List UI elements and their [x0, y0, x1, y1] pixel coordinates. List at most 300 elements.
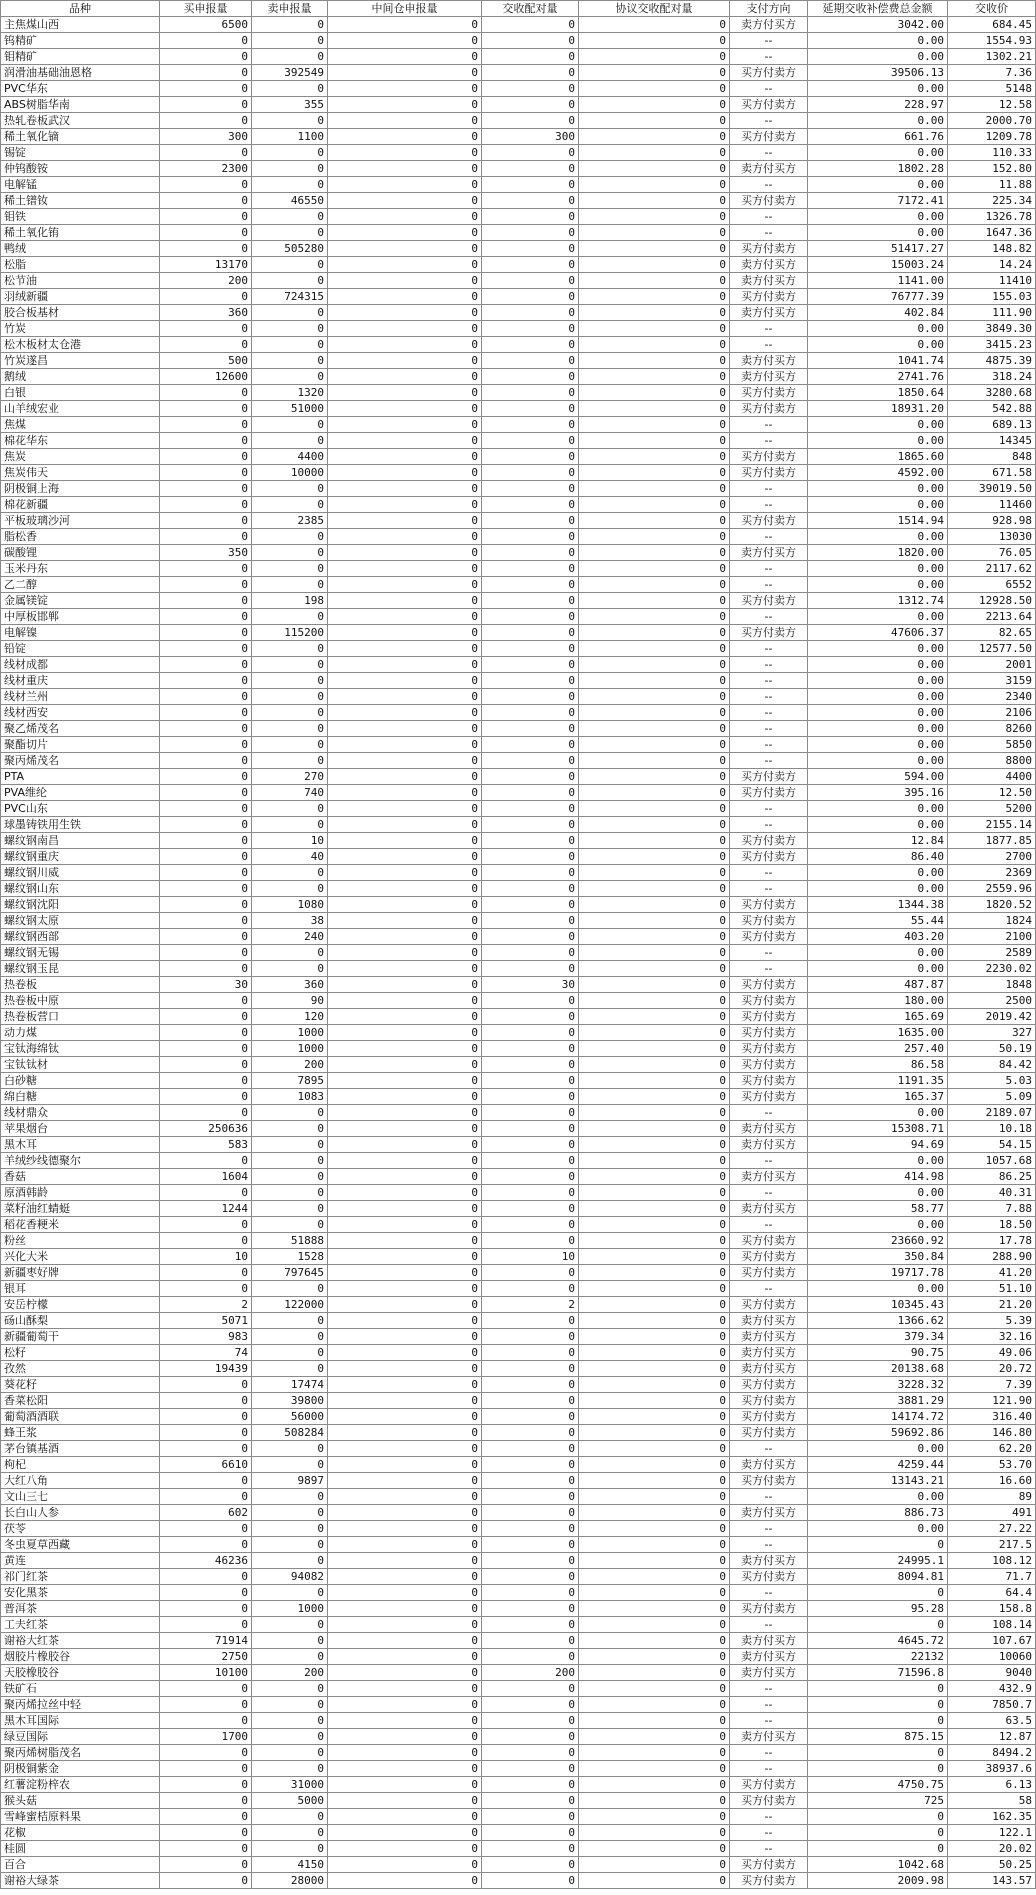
cell-pay-direction: -- — [730, 1585, 808, 1601]
cell-matched-qty: 0 — [482, 1169, 579, 1185]
cell-pay-direction: 买方付卖方 — [730, 929, 808, 945]
table-row — [1, 625, 1036, 641]
cell-pay-direction: 买方付卖方 — [730, 1601, 808, 1617]
cell-mid-qty: 0 — [328, 1697, 482, 1713]
table-row — [1, 465, 1036, 481]
cell-mid-qty: 0 — [328, 65, 482, 81]
cell-mid-qty: 0 — [328, 1201, 482, 1217]
cell-mid-qty: 0 — [328, 737, 482, 753]
cell-pay-direction: 买方付卖方 — [730, 1873, 808, 1889]
cell-compensation: 23660.92 — [808, 1233, 948, 1249]
cell-pay-direction: 卖方付买方 — [730, 1313, 808, 1329]
cell-buy-qty: 0 — [160, 1537, 252, 1553]
cell-mid-qty: 0 — [328, 449, 482, 465]
cell-mid-qty: 0 — [328, 1617, 482, 1633]
cell-matched-qty: 0 — [482, 1217, 579, 1233]
cell-matched-qty: 0 — [482, 81, 579, 97]
cell-settle-price: 54.15 — [948, 1137, 1036, 1153]
cell-buy-qty: 0 — [160, 561, 252, 577]
cell-buy-qty: 0 — [160, 289, 252, 305]
cell-mid-qty: 0 — [328, 273, 482, 289]
cell-settle-price: 155.03 — [948, 289, 1036, 305]
cell-matched-qty: 0 — [482, 1649, 579, 1665]
cell-pay-direction: 买方付卖方 — [730, 1249, 808, 1265]
cell-compensation: 76777.39 — [808, 289, 948, 305]
cell-mid-qty: 0 — [328, 1185, 482, 1201]
table-row — [1, 177, 1036, 193]
cell-mid-qty: 0 — [328, 1521, 482, 1537]
cell-variety: 工夫红茶 — [1, 1617, 160, 1633]
cell-variety: 羊绒纱线德聚尔 — [1, 1153, 160, 1169]
table-row — [1, 1713, 1036, 1729]
cell-sell-qty: 0 — [252, 33, 328, 49]
cell-agreement-qty: 0 — [579, 753, 730, 769]
cell-pay-direction: 买方付卖方 — [730, 1089, 808, 1105]
cell-matched-qty: 0 — [482, 1265, 579, 1281]
cell-variety: 铁矿石 — [1, 1681, 160, 1697]
cell-settle-price: 491 — [948, 1505, 1036, 1521]
cell-sell-qty: 240 — [252, 929, 328, 945]
cell-matched-qty: 0 — [482, 369, 579, 385]
cell-variety: 黑木耳 — [1, 1137, 160, 1153]
cell-buy-qty: 0 — [160, 1793, 252, 1809]
cell-sell-qty: 0 — [252, 1713, 328, 1729]
cell-pay-direction: 买方付卖方 — [730, 913, 808, 929]
cell-compensation: 0.00 — [808, 145, 948, 161]
cell-compensation: 165.37 — [808, 1089, 948, 1105]
cell-buy-qty: 0 — [160, 65, 252, 81]
table-row — [1, 65, 1036, 81]
cell-variety: 冬虫夏草西藏 — [1, 1537, 160, 1553]
cell-buy-qty: 583 — [160, 1137, 252, 1153]
cell-settle-price: 5200 — [948, 801, 1036, 817]
cell-sell-qty: 122000 — [252, 1297, 328, 1313]
table-row — [1, 1329, 1036, 1345]
cell-agreement-qty: 0 — [579, 433, 730, 449]
cell-matched-qty: 0 — [482, 913, 579, 929]
cell-matched-qty: 0 — [482, 1553, 579, 1569]
cell-pay-direction: 买方付卖方 — [730, 1857, 808, 1873]
table-row — [1, 1249, 1036, 1265]
cell-pay-direction: 买方付卖方 — [730, 465, 808, 481]
cell-mid-qty: 0 — [328, 81, 482, 97]
cell-compensation: 0.00 — [808, 337, 948, 353]
cell-buy-qty: 0 — [160, 113, 252, 129]
cell-agreement-qty: 0 — [579, 1665, 730, 1681]
cell-settle-price: 2189.07 — [948, 1105, 1036, 1121]
cell-settle-price: 143.57 — [948, 1873, 1036, 1889]
cell-agreement-qty: 0 — [579, 209, 730, 225]
cell-compensation: 86.40 — [808, 849, 948, 865]
cell-settle-price: 8800 — [948, 753, 1036, 769]
cell-variety: 百合 — [1, 1857, 160, 1873]
cell-pay-direction: 买方付卖方 — [730, 1569, 808, 1585]
cell-mid-qty: 0 — [328, 1745, 482, 1761]
cell-compensation: 18931.20 — [808, 401, 948, 417]
cell-sell-qty: 0 — [252, 721, 328, 737]
table-row — [1, 289, 1036, 305]
cell-pay-direction: -- — [730, 673, 808, 689]
cell-sell-qty: 0 — [252, 321, 328, 337]
cell-matched-qty: 0 — [482, 673, 579, 689]
cell-compensation: 0 — [808, 1745, 948, 1761]
table-row — [1, 241, 1036, 257]
cell-variety: 香菇 — [1, 1169, 160, 1185]
cell-settle-price: 1209.78 — [948, 129, 1036, 145]
cell-variety: 钨精矿 — [1, 33, 160, 49]
cell-variety: PVA维纶 — [1, 785, 160, 801]
cell-mid-qty: 0 — [328, 1169, 482, 1185]
cell-sell-qty: 46550 — [252, 193, 328, 209]
cell-compensation: 4750.75 — [808, 1777, 948, 1793]
cell-sell-qty: 0 — [252, 1809, 328, 1825]
cell-settle-price: 13030 — [948, 529, 1036, 545]
cell-sell-qty: 0 — [252, 1633, 328, 1649]
cell-variety: 螺纹钢沈阳 — [1, 897, 160, 913]
cell-buy-qty: 0 — [160, 465, 252, 481]
cell-buy-qty: 200 — [160, 273, 252, 289]
cell-mid-qty: 0 — [328, 1073, 482, 1089]
cell-agreement-qty: 0 — [579, 1473, 730, 1489]
cell-buy-qty: 0 — [160, 49, 252, 65]
cell-variety: 松脂 — [1, 257, 160, 273]
header-matched-qty: 交收配对量 — [482, 1, 579, 17]
cell-pay-direction: 卖方付买方 — [730, 305, 808, 321]
cell-settle-price: 848 — [948, 449, 1036, 465]
table-row — [1, 1393, 1036, 1409]
cell-pay-direction: 卖方付买方 — [730, 273, 808, 289]
cell-buy-qty: 0 — [160, 1105, 252, 1121]
cell-buy-qty: 0 — [160, 817, 252, 833]
cell-matched-qty: 0 — [482, 801, 579, 817]
cell-settle-price: 20.02 — [948, 1841, 1036, 1857]
cell-variety: 玉米丹东 — [1, 561, 160, 577]
cell-settle-price: 39019.50 — [948, 481, 1036, 497]
cell-mid-qty: 0 — [328, 337, 482, 353]
cell-compensation: 0.00 — [808, 529, 948, 545]
cell-buy-qty: 0 — [160, 1841, 252, 1857]
cell-compensation: 0.00 — [808, 721, 948, 737]
table-row — [1, 977, 1036, 993]
cell-variety: 阴极铜紫金 — [1, 1761, 160, 1777]
cell-pay-direction: -- — [730, 753, 808, 769]
cell-agreement-qty: 0 — [579, 289, 730, 305]
cell-buy-qty: 0 — [160, 689, 252, 705]
cell-mid-qty: 0 — [328, 1601, 482, 1617]
cell-agreement-qty: 0 — [579, 1505, 730, 1521]
cell-buy-qty: 0 — [160, 449, 252, 465]
header-agreement-qty: 协议交收配对量 — [579, 1, 730, 17]
cell-settle-price: 2117.62 — [948, 561, 1036, 577]
cell-mid-qty: 0 — [328, 1441, 482, 1457]
cell-agreement-qty: 0 — [579, 977, 730, 993]
cell-buy-qty: 0 — [160, 641, 252, 657]
table-row — [1, 257, 1036, 273]
cell-matched-qty: 0 — [482, 1681, 579, 1697]
table-row — [1, 593, 1036, 609]
cell-mid-qty: 0 — [328, 609, 482, 625]
cell-mid-qty: 0 — [328, 1489, 482, 1505]
cell-pay-direction: 卖方付买方 — [730, 1457, 808, 1473]
cell-compensation: 0.00 — [808, 689, 948, 705]
cell-settle-price: 20.72 — [948, 1361, 1036, 1377]
cell-buy-qty: 2300 — [160, 161, 252, 177]
cell-pay-direction: -- — [730, 609, 808, 625]
cell-pay-direction: 卖方付买方 — [730, 17, 808, 33]
cell-matched-qty: 0 — [482, 1185, 579, 1201]
cell-pay-direction: 买方付卖方 — [730, 785, 808, 801]
cell-compensation: 71596.8 — [808, 1665, 948, 1681]
cell-compensation: 1802.28 — [808, 161, 948, 177]
cell-agreement-qty: 0 — [579, 993, 730, 1009]
table-row — [1, 865, 1036, 881]
cell-agreement-qty: 0 — [579, 1857, 730, 1873]
cell-agreement-qty: 0 — [579, 17, 730, 33]
table-row — [1, 481, 1036, 497]
cell-variety: 螺纹钢玉昆 — [1, 961, 160, 977]
cell-pay-direction: 买方付卖方 — [730, 1377, 808, 1393]
cell-agreement-qty: 0 — [579, 33, 730, 49]
cell-compensation: 0.00 — [808, 865, 948, 881]
cell-compensation: 0.00 — [808, 497, 948, 513]
cell-buy-qty: 0 — [160, 81, 252, 97]
cell-pay-direction: 买方付卖方 — [730, 849, 808, 865]
cell-compensation: 51417.27 — [808, 241, 948, 257]
cell-matched-qty: 0 — [482, 753, 579, 769]
cell-sell-qty: 200 — [252, 1057, 328, 1073]
cell-buy-qty: 0 — [160, 225, 252, 241]
cell-buy-qty: 0 — [160, 97, 252, 113]
cell-sell-qty: 0 — [252, 1489, 328, 1505]
cell-compensation: 0 — [808, 1761, 948, 1777]
cell-matched-qty: 0 — [482, 1153, 579, 1169]
cell-compensation: 0.00 — [808, 753, 948, 769]
cell-agreement-qty: 0 — [579, 1281, 730, 1297]
cell-mid-qty: 0 — [328, 241, 482, 257]
cell-pay-direction: -- — [730, 689, 808, 705]
cell-mid-qty: 0 — [328, 353, 482, 369]
cell-pay-direction: -- — [730, 225, 808, 241]
table-row — [1, 1617, 1036, 1633]
cell-buy-qty: 0 — [160, 945, 252, 961]
cell-sell-qty: 0 — [252, 417, 328, 433]
cell-variety: 桂圆 — [1, 1841, 160, 1857]
cell-mid-qty: 0 — [328, 161, 482, 177]
cell-buy-qty: 0 — [160, 785, 252, 801]
cell-sell-qty: 0 — [252, 1553, 328, 1569]
cell-compensation: 0.00 — [808, 1489, 948, 1505]
cell-mid-qty: 0 — [328, 177, 482, 193]
cell-sell-qty: 0 — [252, 1313, 328, 1329]
cell-compensation: 0 — [808, 1617, 948, 1633]
cell-matched-qty: 0 — [482, 193, 579, 209]
cell-agreement-qty: 0 — [579, 1873, 730, 1889]
table-row — [1, 1825, 1036, 1841]
table-row — [1, 145, 1036, 161]
cell-pay-direction: 买方付卖方 — [730, 993, 808, 1009]
cell-compensation: 39506.13 — [808, 65, 948, 81]
cell-mid-qty: 0 — [328, 1137, 482, 1153]
cell-variety: 安化黑茶 — [1, 1585, 160, 1601]
cell-settle-price: 111.90 — [948, 305, 1036, 321]
cell-sell-qty: 0 — [252, 1361, 328, 1377]
cell-mid-qty: 0 — [328, 785, 482, 801]
cell-mid-qty: 0 — [328, 225, 482, 241]
cell-buy-qty: 0 — [160, 1489, 252, 1505]
cell-buy-qty: 0 — [160, 33, 252, 49]
table-row — [1, 657, 1036, 673]
cell-pay-direction: -- — [730, 81, 808, 97]
table-row — [1, 337, 1036, 353]
cell-sell-qty: 0 — [252, 1281, 328, 1297]
cell-pay-direction: -- — [730, 497, 808, 513]
table-body — [1, 17, 1036, 1889]
cell-settle-price: 316.40 — [948, 1409, 1036, 1425]
cell-buy-qty: 0 — [160, 1825, 252, 1841]
cell-settle-price: 2100 — [948, 929, 1036, 945]
table-row — [1, 705, 1036, 721]
cell-agreement-qty: 0 — [579, 1633, 730, 1649]
cell-variety: 热卷板 — [1, 977, 160, 993]
cell-buy-qty: 0 — [160, 1585, 252, 1601]
cell-mid-qty: 0 — [328, 33, 482, 49]
cell-sell-qty: 0 — [252, 945, 328, 961]
cell-sell-qty: 2385 — [252, 513, 328, 529]
cell-agreement-qty: 0 — [579, 625, 730, 641]
cell-pay-direction: -- — [730, 1697, 808, 1713]
cell-matched-qty: 0 — [482, 113, 579, 129]
cell-mid-qty: 0 — [328, 1057, 482, 1073]
cell-pay-direction: -- — [730, 1153, 808, 1169]
cell-sell-qty: 1083 — [252, 1089, 328, 1105]
cell-pay-direction: -- — [730, 209, 808, 225]
cell-matched-qty: 0 — [482, 961, 579, 977]
cell-pay-direction: 卖方付买方 — [730, 1729, 808, 1745]
cell-settle-price: 63.5 — [948, 1713, 1036, 1729]
table-row — [1, 497, 1036, 513]
cell-matched-qty: 0 — [482, 385, 579, 401]
cell-variety: 雪峰蜜桔原料果 — [1, 1809, 160, 1825]
cell-buy-qty: 0 — [160, 433, 252, 449]
cell-mid-qty: 0 — [328, 577, 482, 593]
cell-pay-direction: 买方付卖方 — [730, 1057, 808, 1073]
cell-agreement-qty: 0 — [579, 721, 730, 737]
cell-matched-qty: 0 — [482, 1697, 579, 1713]
cell-matched-qty: 0 — [482, 289, 579, 305]
cell-variety: 谢裕大红茶 — [1, 1633, 160, 1649]
cell-compensation: 0 — [808, 1809, 948, 1825]
cell-matched-qty: 0 — [482, 417, 579, 433]
cell-buy-qty: 0 — [160, 209, 252, 225]
cell-pay-direction: 买方付卖方 — [730, 593, 808, 609]
cell-settle-price: 3849.30 — [948, 321, 1036, 337]
cell-variety: 电解锰 — [1, 177, 160, 193]
cell-agreement-qty: 0 — [579, 1185, 730, 1201]
cell-sell-qty: 0 — [252, 817, 328, 833]
cell-mid-qty: 0 — [328, 369, 482, 385]
cell-pay-direction: 卖方付买方 — [730, 1137, 808, 1153]
table-row — [1, 1473, 1036, 1489]
cell-agreement-qty: 0 — [579, 1121, 730, 1137]
cell-buy-qty: 12600 — [160, 369, 252, 385]
cell-settle-price: 2001 — [948, 657, 1036, 673]
cell-sell-qty: 0 — [252, 1505, 328, 1521]
cell-sell-qty: 56000 — [252, 1409, 328, 1425]
cell-buy-qty: 350 — [160, 545, 252, 561]
cell-variety: 线材鼎众 — [1, 1105, 160, 1121]
cell-pay-direction: -- — [730, 1105, 808, 1121]
cell-buy-qty: 0 — [160, 1617, 252, 1633]
cell-agreement-qty: 0 — [579, 865, 730, 881]
cell-variety: 红薯淀粉梓农 — [1, 1777, 160, 1793]
cell-compensation: 2741.76 — [808, 369, 948, 385]
cell-settle-price: 2019.42 — [948, 1009, 1036, 1025]
cell-matched-qty: 0 — [482, 449, 579, 465]
cell-buy-qty: 0 — [160, 1857, 252, 1873]
cell-sell-qty: 0 — [252, 1761, 328, 1777]
table-row — [1, 769, 1036, 785]
cell-agreement-qty: 0 — [579, 1009, 730, 1025]
cell-variety: 主焦煤山西 — [1, 17, 160, 33]
table-row — [1, 1073, 1036, 1089]
table-row — [1, 1665, 1036, 1681]
cell-compensation: 14174.72 — [808, 1409, 948, 1425]
cell-buy-qty: 0 — [160, 1377, 252, 1393]
table-row — [1, 993, 1036, 1009]
cell-settle-price: 4400 — [948, 769, 1036, 785]
cell-matched-qty: 0 — [482, 993, 579, 1009]
cell-matched-qty: 0 — [482, 897, 579, 913]
cell-compensation: 661.76 — [808, 129, 948, 145]
cell-matched-qty: 0 — [482, 481, 579, 497]
cell-variety: 聚酯切片 — [1, 737, 160, 753]
cell-pay-direction: -- — [730, 1825, 808, 1841]
cell-variety: 原酒韩龄 — [1, 1185, 160, 1201]
cell-compensation: 0 — [808, 1681, 948, 1697]
cell-matched-qty: 0 — [482, 689, 579, 705]
cell-settle-price: 1326.78 — [948, 209, 1036, 225]
cell-compensation: 2009.98 — [808, 1873, 948, 1889]
table-row — [1, 1185, 1036, 1201]
table-row — [1, 689, 1036, 705]
cell-mid-qty: 0 — [328, 769, 482, 785]
cell-mid-qty: 0 — [328, 977, 482, 993]
cell-agreement-qty: 0 — [579, 1169, 730, 1185]
cell-matched-qty: 0 — [482, 577, 579, 593]
cell-pay-direction: 买方付卖方 — [730, 449, 808, 465]
cell-agreement-qty: 0 — [579, 385, 730, 401]
cell-variety: 新疆葡萄干 — [1, 1329, 160, 1345]
cell-sell-qty: 0 — [252, 881, 328, 897]
cell-sell-qty: 355 — [252, 97, 328, 113]
cell-buy-qty: 0 — [160, 1185, 252, 1201]
cell-variety: 线材成都 — [1, 657, 160, 673]
cell-matched-qty: 0 — [482, 1825, 579, 1841]
cell-mid-qty: 0 — [328, 1473, 482, 1489]
cell-pay-direction: -- — [730, 1809, 808, 1825]
cell-mid-qty: 0 — [328, 1585, 482, 1601]
cell-variety: 蜂王浆 — [1, 1425, 160, 1441]
cell-compensation: 0.00 — [808, 225, 948, 241]
table-row — [1, 849, 1036, 865]
cell-compensation: 1042.68 — [808, 1857, 948, 1873]
cell-compensation: 0.00 — [808, 801, 948, 817]
cell-mid-qty: 0 — [328, 1761, 482, 1777]
cell-matched-qty: 0 — [482, 1089, 579, 1105]
cell-buy-qty: 0 — [160, 1217, 252, 1233]
cell-mid-qty: 0 — [328, 545, 482, 561]
cell-agreement-qty: 0 — [579, 1329, 730, 1345]
